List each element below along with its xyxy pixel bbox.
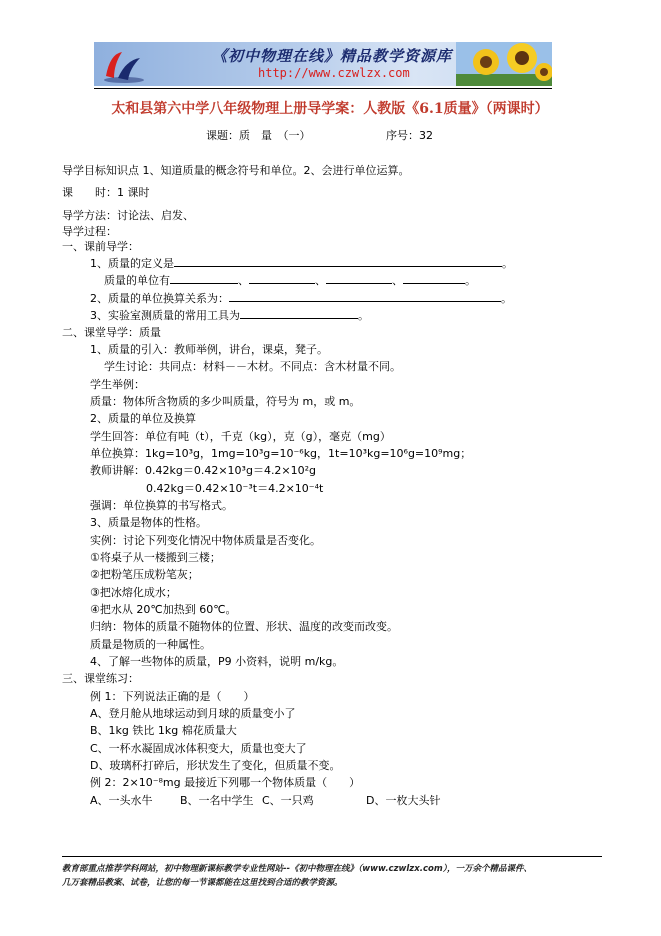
example-item-1: ①将桌子从一楼搬到三楼；	[90, 551, 221, 564]
question-tool: 3、实验室测质量的常用工具为 。	[90, 309, 369, 322]
intro-line: 1、质量的引入：教师举例，讲台，课桌，凳子。	[90, 343, 328, 356]
sunflower-icon	[456, 42, 552, 86]
mass-definition: 质量：物体所含物质的多少叫质量，符号为 m，或 m。	[90, 395, 361, 408]
student-examples: 学生举例：	[90, 378, 145, 391]
example-1-option-d: D、玻璃杯打碎后，形状发生了变化，但质量不变。	[90, 759, 341, 772]
example-2-option-d: D、一枚大头针	[366, 794, 441, 807]
logo-icon	[100, 46, 148, 84]
header-rule	[94, 88, 552, 89]
example-2-option-c: C、一只鸡	[262, 794, 314, 807]
question-units: 质量的单位有 、 、 、 。	[104, 274, 476, 287]
example-1-question: 例 1：下列说法正确的是（ ）	[90, 690, 255, 703]
teacher-explanation-2: 0.42kg＝0.42×10⁻³t＝4.2×10⁻⁴t	[146, 482, 324, 495]
example-2-option-a: A、一头水牛	[90, 794, 153, 807]
example-1-option-a: A、登月舱从地球运动到月球的质量变小了	[90, 707, 296, 720]
summary: 归纳：物体的质量不随物体的位置、形状、温度的改变而改变。	[90, 620, 398, 633]
example-item-3: ③把冰熔化成水；	[90, 586, 177, 599]
example-item-2: ②把粉笔压成粉笔灰；	[90, 568, 199, 581]
document-title: 太和县第六中学八年级物理上册导学案：人教版《6.1质量》（两课时）	[111, 101, 549, 117]
discussion-line: 学生讨论：共同点：材料－－木材。不同点：含木材量不同。	[104, 360, 401, 373]
emphasis: 强调：单位换算的书写格式。	[90, 499, 233, 512]
summary-2: 质量是物质的一种属性。	[90, 638, 211, 651]
unit-heading: 2、质量的单位及换算	[90, 412, 196, 425]
example-item-4: ④把水从 20℃加热到 60℃。	[90, 603, 237, 616]
footer-line-1: 教育部重点推荐学科网站，初中物理新课标教学专业性网站--《初中物理在线》（www.czwlzx.com），一万余个精品课件、	[62, 864, 532, 874]
section-heading-2: 二、课堂导学：质量	[62, 326, 161, 339]
sequence-number: 序号：32	[386, 129, 433, 142]
property-heading: 3、质量是物体的性格。	[90, 516, 207, 529]
question-definition: 1、质量的定义是 。	[90, 257, 513, 270]
objective: 导学目标知识点 1、知道质量的概念符号和单位。2、会进行单位运算。	[62, 164, 410, 177]
teacher-explanation: 教师讲解：0.42kg＝0.42×10³g＝4.2×10²g	[90, 464, 317, 477]
footer-rule	[62, 856, 602, 857]
data-note: 4、了解一些物体的质量，P9 小资料，说明 m/kg。	[90, 655, 344, 668]
course-label: 课题：质 量 （一）	[206, 129, 311, 142]
lesson-hours: 课 时：1 课时	[62, 186, 150, 199]
banner-url[interactable]: http://www.czwlzx.com	[258, 66, 410, 80]
section-heading-3: 三、课堂练习：	[62, 672, 139, 685]
example-1-option-b: B、1kg 铁比 1kg 棉花质量大	[90, 724, 237, 737]
example-2-question: 例 2：2×10⁻⁸mg 最接近下列哪一个物体质量（ ）	[90, 776, 361, 789]
unit-conversion: 单位换算：1kg=10³g，1mg=10³g=10⁻⁶kg，1t=10³kg=10⁶g=10⁹mg；	[90, 447, 472, 460]
process-heading: 导学过程：	[62, 225, 117, 238]
footer-line-2: 几万套精品教案、试卷，让您的每一节课都能在这里找到合适的教学资源。	[62, 878, 343, 888]
section-heading-1: 一、课前导学：	[62, 240, 139, 253]
student-answer: 学生回答：单位有吨（t），千克（kg），克（g），毫克（mg）	[90, 430, 391, 443]
question-conversion: 2、质量的单位换算关系为： 。	[90, 292, 512, 305]
footer	[62, 862, 602, 890]
example-intro: 实例：讨论下列变化情况中物体质量是否变化。	[90, 534, 321, 547]
banner-title: 《初中物理在线》精品教学资源库	[212, 47, 453, 65]
method: 导学方法：讨论法、启发、	[62, 209, 194, 222]
header-banner	[94, 42, 552, 86]
example-1-option-c: C、一杯水凝固成冰体积变大，质量也变大了	[90, 742, 307, 755]
example-2-option-b: B、一名中学生	[180, 794, 254, 807]
